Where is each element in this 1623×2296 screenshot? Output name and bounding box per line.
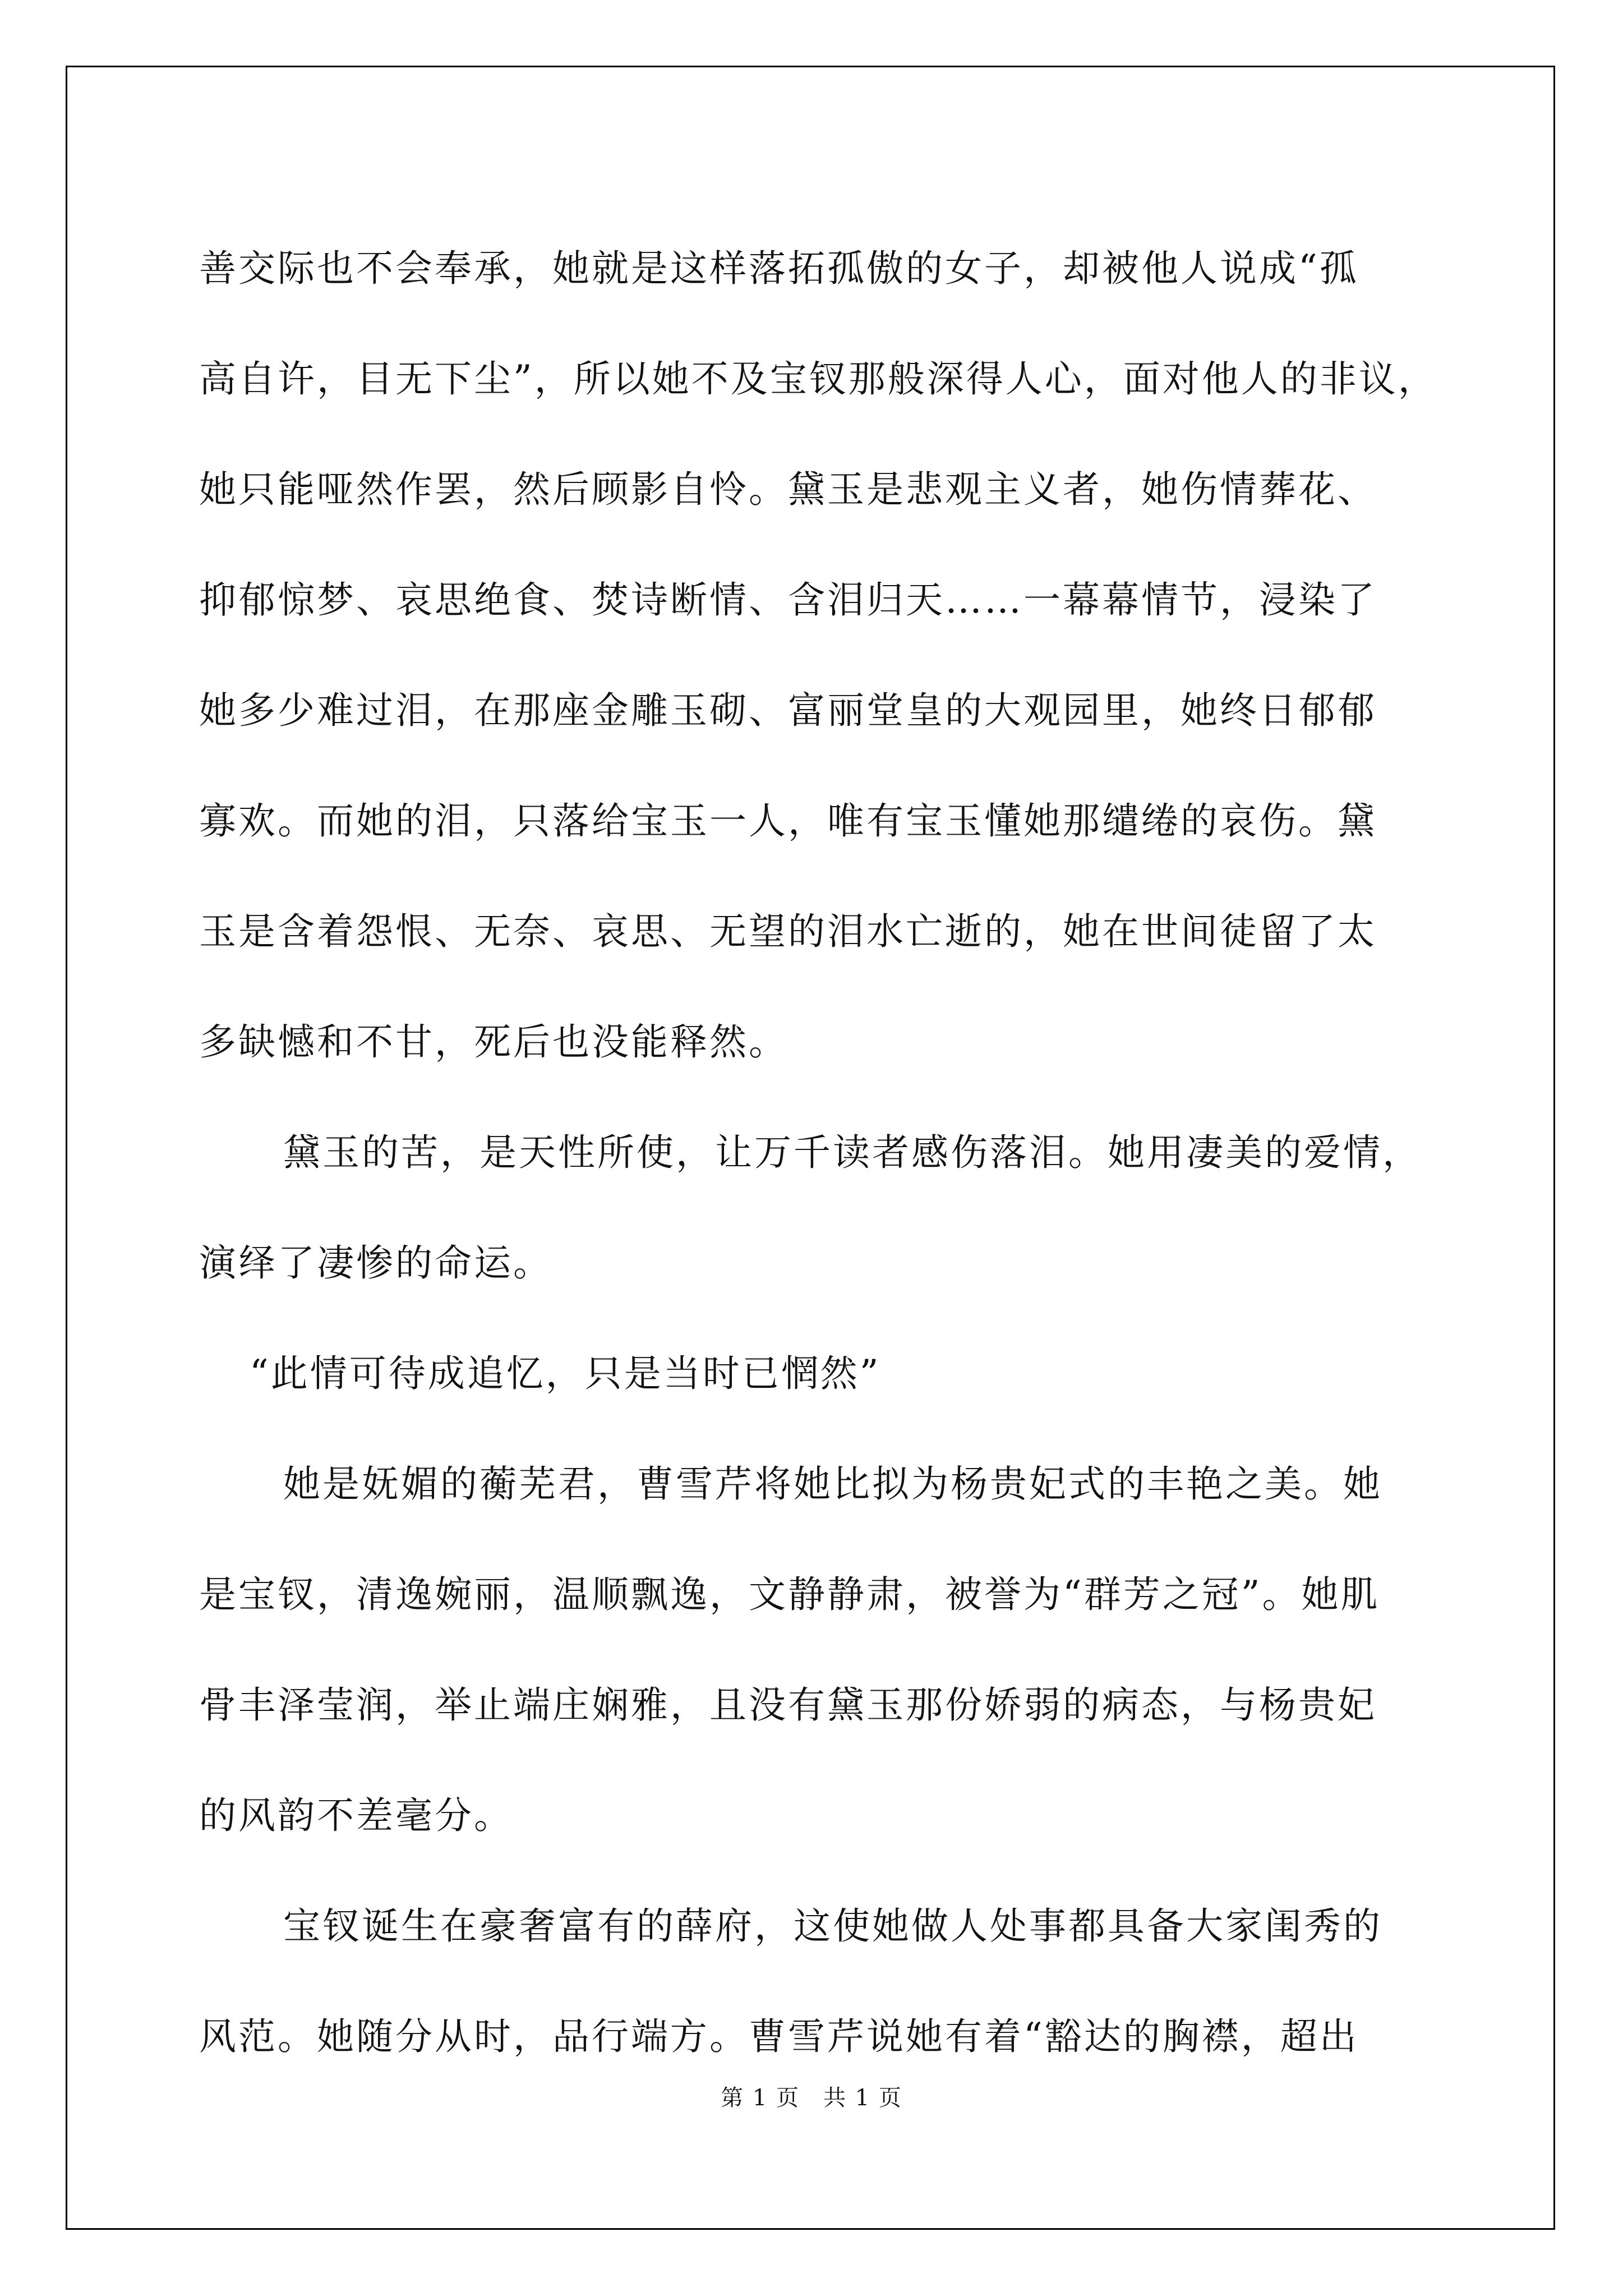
- text-line: 骨丰泽莹润，举止端庄娴雅，且没有黛玉那份娇弱的病态，与杨贵妃: [199, 1683, 1377, 1727]
- text-line: 她只能哑然作罢，然后顾影自怜。黛玉是悲观主义者，她伤情葬花、: [199, 468, 1377, 511]
- paragraph-start-line: 宝钗诞生在豪奢富有的薛府，这使她做人处事都具备大家闺秀的: [283, 1904, 1382, 1948]
- text-line: 的风韵不差毫分。: [199, 1794, 513, 1837]
- text-line: 多缺憾和不甘，死后也没能释然。: [199, 1020, 788, 1064]
- text-line: 抑郁惊梦、哀思绝食、焚诗断情、含泪归天……一幕幕情节，浸染了: [199, 578, 1377, 622]
- paragraph-start-line: 黛玉的苦，是天性所使，让万千读者感伤落泪。她用凄美的爱情，: [283, 1131, 1422, 1174]
- document-body: [199, 213, 1467, 2092]
- text-line: 风范。她随分从时，品行端方。曹雪芹说她有着“豁达的胸襟，超出: [199, 2015, 1359, 2058]
- text-line: 是宝钗，清逸婉丽，温顺飘逸，文静静肃，被誉为“群芳之冠”。她肌: [199, 1573, 1380, 1616]
- quote-line: “此情可待成追忆，只是当时已惘然”: [250, 1352, 881, 1395]
- page-footer: 第 1 页 共 1 页: [721, 2085, 902, 2111]
- text-line: 寡欢。而她的泪，只落给宝玉一人，唯有宝玉懂她那缱绻的哀伤。黛: [199, 799, 1377, 843]
- text-line: 高自许，目无下尘”，所以她不及宝钗那般深得人心，面对他人的非议，: [199, 357, 1437, 401]
- text-line: 玉是含着怨恨、无奈、哀思、无望的泪水亡逝的，她在世间徒留了太: [199, 910, 1377, 953]
- paragraph-start-line: 她是妩媚的蘅芜君，曹雪芹将她比拟为杨贵妃式的丰艳之美。她: [283, 1462, 1382, 1506]
- text-line: 她多少难过泪，在那座金雕玉砌、富丽堂皇的大观园里，她终日郁郁: [199, 689, 1377, 732]
- text-line: 善交际也不会奉承，她就是这样落拓孤傲的女子，却被他人说成“孤: [199, 247, 1359, 290]
- text-line: 演绎了凄惨的命运。: [199, 1241, 552, 1285]
